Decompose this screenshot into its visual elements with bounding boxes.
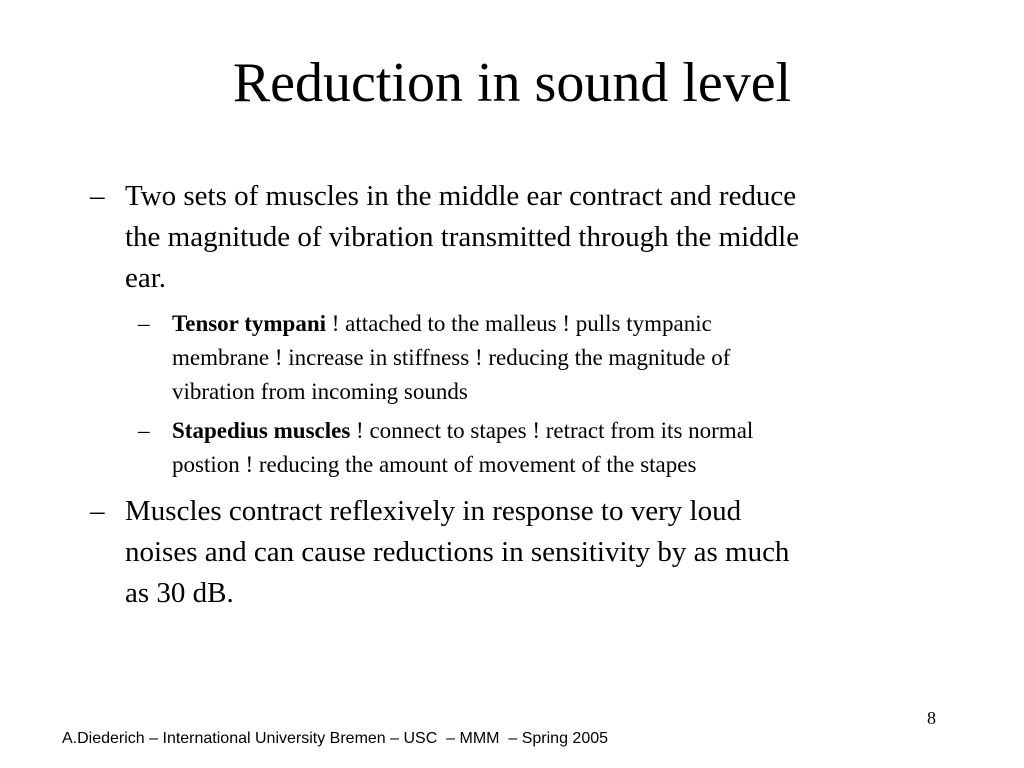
bullet-line: noises and can cause reductions in sensitivity by as much	[125, 536, 790, 568]
bullet-line: the magnitude of vibration transmitted through the middle	[125, 221, 800, 253]
bullet-text	[172, 307, 902, 409]
slide-title: Reduction in sound level	[232, 52, 792, 114]
bullet-line: as 30 dB.	[125, 577, 234, 609]
bullet-text	[172, 414, 902, 482]
bullet-line: ear.	[125, 262, 167, 294]
bullet-line: vibration from incoming sounds	[172, 379, 468, 404]
bullet-line	[172, 307, 902, 341]
bullet-dash: –	[138, 311, 150, 336]
bullet-line-rest: ! attached to the malleus ! pulls tympanic	[326, 311, 712, 336]
bullet-dash: –	[90, 495, 105, 527]
bullet-dash: –	[90, 180, 105, 212]
bullet-text	[125, 176, 925, 299]
bullet-line	[172, 414, 902, 448]
page-number: 8	[927, 708, 936, 728]
bullet-line: postion ! reducing the amount of movement of the stapes	[172, 452, 697, 477]
term-stapedius-muscles: Stapedius muscles	[172, 418, 351, 443]
footer: A.Diederich – International University Bremen – USC – MMM – Spring 2005	[62, 730, 609, 747]
bullet-line: Two sets of muscles in the middle ear contract and reduce	[125, 180, 797, 212]
bullet-line: membrane ! increase in stiffness ! reducing the magnitude of	[172, 345, 731, 370]
bullet-text	[125, 491, 925, 614]
bullet-line-rest: ! connect to stapes ! retract from its normal	[350, 418, 754, 443]
bullet-line: Muscles contract reflexively in response to very loud	[125, 495, 742, 527]
bullet-dash: –	[138, 418, 150, 443]
term-tensor-tympani: Tensor tympani	[172, 311, 327, 336]
